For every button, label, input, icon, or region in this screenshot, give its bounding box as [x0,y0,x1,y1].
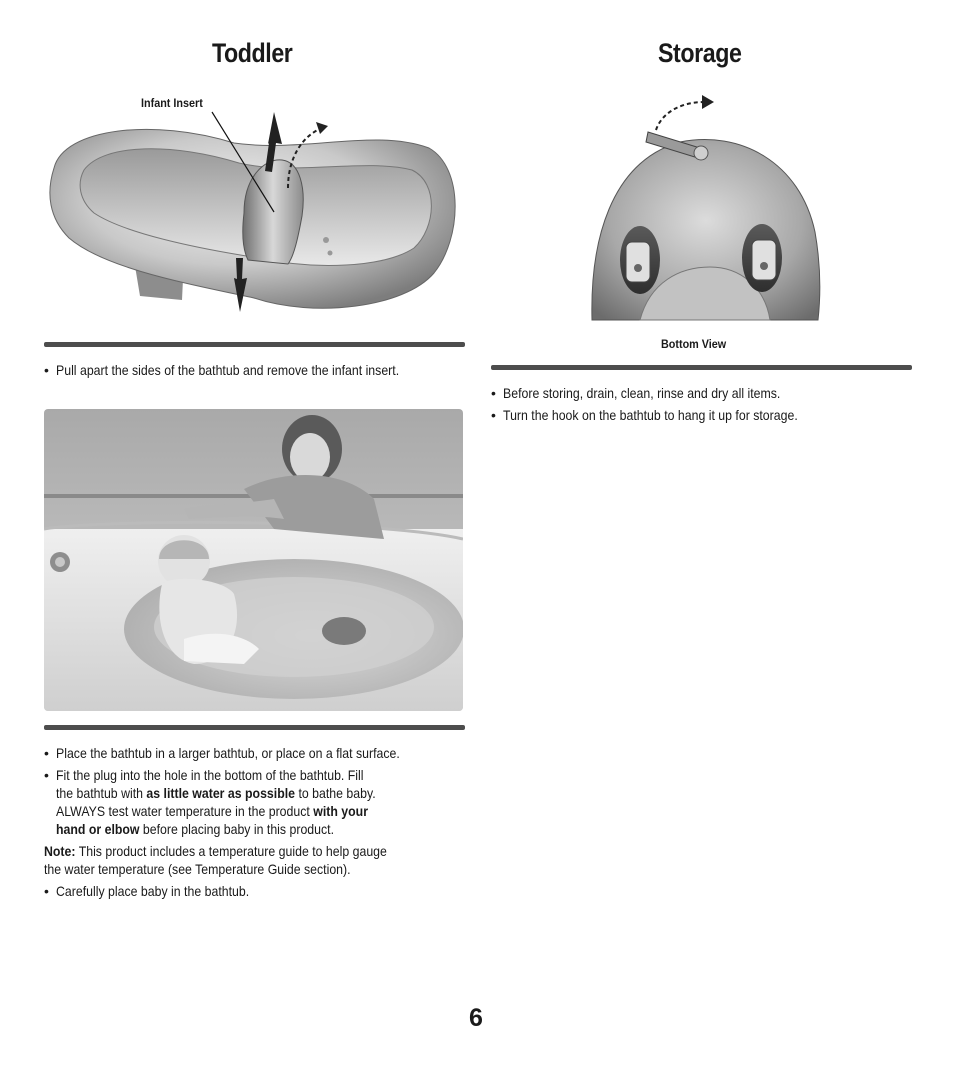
divider-rule [44,725,465,730]
divider-rule [44,342,465,347]
storage-instructions: • Before storing, drain, clean, rinse and dry all items. • Turn the hook on the bathtub to hang it up for storage. [491,384,921,428]
toddler-note: Note: This product includes a temperature guide to help gauge the water temperature (see Temperature Guide section). [44,843,387,877]
bathtub-bottom-view-illustration [570,92,840,322]
toddler-step-3: • Fit the plug into the hole in the bottom of the bathtub. Fill the bathtub with as little water as possible to bathe baby. ALWAYS test water temperature in the product with your hand or elbow before placing baby in this product. [44,766,474,838]
infant-insert-label: Infant Insert [141,96,203,110]
divider-rule [491,365,912,370]
toddler-step-1: • Pull apart the sides of the bathtub and remove the infant insert. [44,361,474,383]
storage-title: Storage [658,38,742,68]
bathtub-insert-illustration [44,108,466,320]
toddler-instructions: • Place the bathtub in a larger bathtub, or place on a flat surface. • Fit the plug into the hole in the bottom of the bathtub. Fill the bathtub with as little water as possible to bathe baby. ALWAYS test water temperature in the product with your hand or elbow before placing baby in this product. Note: This product includes a temperature guide to help gauge the water temperature (see Temperature Guide section). • Carefully place baby in the bathtub. [44,744,474,904]
page-number: 6 [469,1004,483,1032]
bottom-view-label: Bottom View [661,337,727,351]
toddler-title: Toddler [212,38,293,68]
baby-bath-photo [44,409,463,711]
